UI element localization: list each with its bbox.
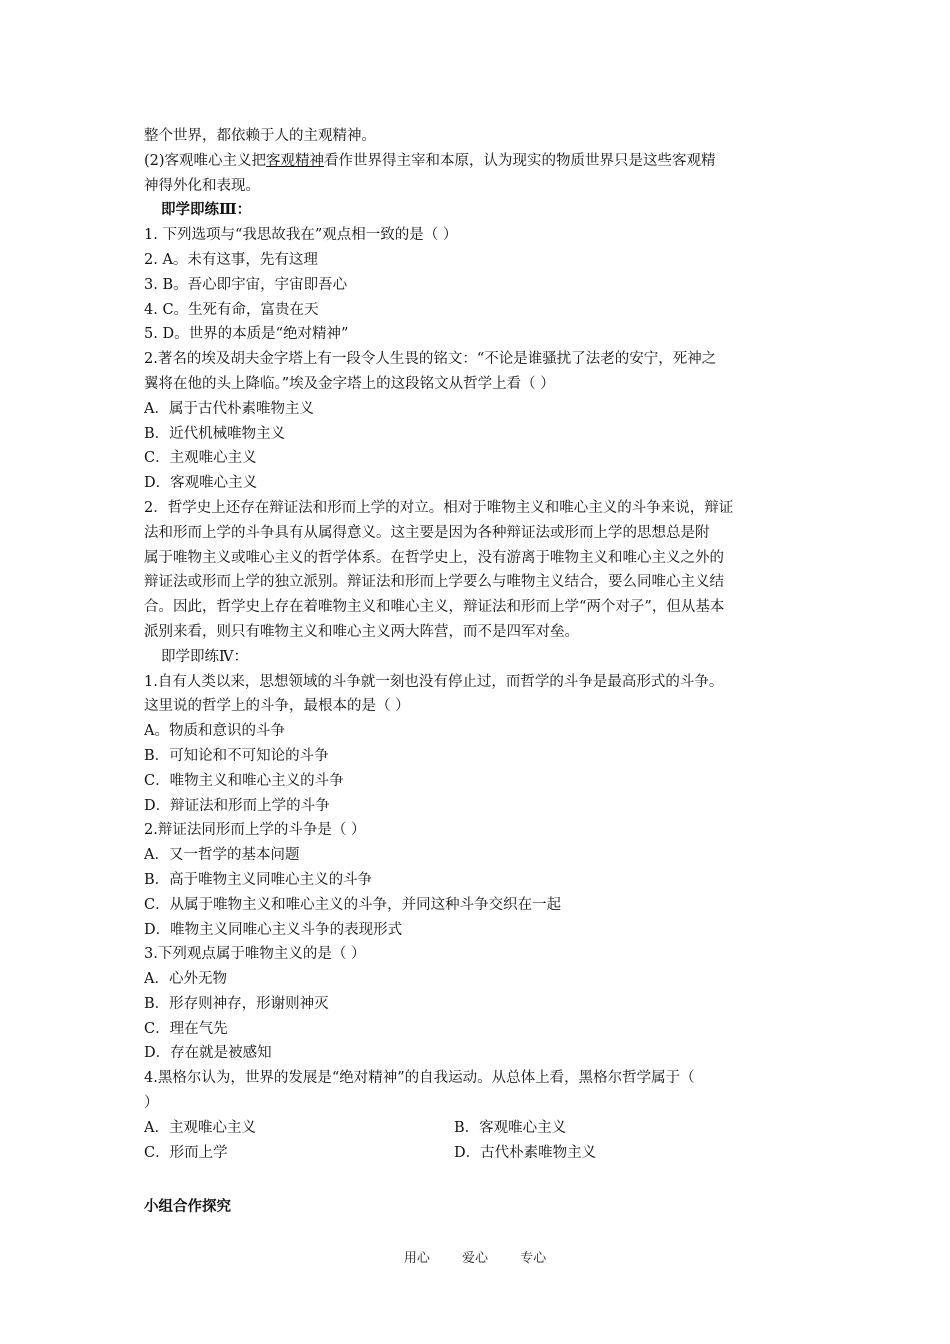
p4-q2-stem: 2.辩证法同形而上学的斗争是（ ） [144, 822, 366, 839]
paragraph-line: 合。因此，哲学史上存在着唯物主义和唯心主义，辩证法和形而上学“两个对子”，但从基本 [144, 599, 725, 616]
p3-q2-stem: 2.著名的埃及胡夫金字塔上有一段令人生畏的铭文：“不论是谁骚扰了法老的安宁，死神之 [144, 351, 717, 368]
p4-q3-option: A．心外无物 [144, 971, 227, 988]
p4-q2-option: D．唯物主义同唯心主义斗争的表现形式 [144, 921, 403, 938]
p3-q1-option: 4. C。生死有命，富贵在天 [144, 301, 319, 318]
p3-q2-option: A．属于古代朴素唯物主义 [144, 400, 314, 417]
p4-q4-stem: 4.黑格尔认为，世界的发展是“绝对精神”的自我运动。从总体上看，黑格尔哲学属于（ [144, 1070, 695, 1087]
p3-q2-option: C．主观唯心主义 [144, 450, 257, 467]
practice-3-heading: 即学即练Ⅲ： [161, 201, 252, 219]
p4-q4-options-row-2 [144, 1141, 812, 1166]
p4-q1-stem: 1.自有人类以来，思想领域的斗争就一刻也没有停止过，而哲学的斗争是最高形式的斗争。 [144, 673, 724, 690]
p4-q3-stem: 3.下列观点属于唯物主义的是（ ） [144, 946, 366, 963]
p3-q2-option: B．近代机械唯物主义 [144, 425, 286, 442]
intro-line-2 [144, 149, 812, 174]
p4-q2-option: C．从属于唯物主义和唯心主义的斗争，并同这种斗争交织在一起 [144, 896, 562, 913]
p4-q1-option: C．唯物主义和唯心主义的斗争 [144, 772, 344, 789]
page-footer [0, 1247, 950, 1266]
p3-q2-option: D．客观唯心主义 [144, 475, 258, 492]
intro-line-3: 神得外化和表现。 [144, 177, 260, 194]
p3-q1-option: 2. A。未有这事，先有这理 [144, 251, 318, 268]
intro-line-2-pre: (2)客观唯心主义把 [144, 152, 267, 169]
footer-word-1: 用心 [403, 1251, 430, 1266]
p4-q4-option-d: D．古代朴素唯物主义 [454, 1144, 597, 1161]
p3-q2-stem: 翼将在他的头上降临。”埃及金字塔上的这段铭文从哲学上看（ ） [144, 375, 555, 392]
intro-line-1: 整个世界，都依赖于人的主观精神。 [144, 128, 376, 144]
footer-word-2: 爱心 [461, 1251, 488, 1266]
p4-q4-option-b: B．客观唯心主义 [454, 1119, 567, 1136]
paragraph-line: 2．哲学史上还存在辩证法和形而上学的对立。相对于唯物主义和唯心主义的斗争来说，辩证 [144, 499, 734, 516]
p4-q3-option: B．形存则神存，形谢则神灭 [144, 995, 329, 1012]
paragraph-line: 属于唯物主义或唯心主义的哲学体系。在哲学史上，没有游离于唯物主义和唯心主义之外的 [144, 549, 724, 566]
footer-word-3: 专心 [520, 1251, 547, 1266]
p3-q1-option: 5. D。世界的本质是“绝对精神” [144, 326, 349, 343]
p4-q4-option-c: C．形而上学 [144, 1144, 228, 1161]
paragraph-line: 派别来看，则只有唯物主义和唯心主义两大阵营，而不是四军对垒。 [144, 623, 579, 640]
p4-q1-option: A。物质和意识的斗争 [144, 723, 285, 740]
practice-4-heading: 即学即练Ⅳ： [161, 648, 248, 665]
section-title: 小组合作探究 [144, 1198, 231, 1215]
p3-q1-line: 1. 下列选项与“我思故我在”观点相一致的是（ ） [144, 227, 458, 244]
p4-q4-stem-cont: ） [144, 1095, 159, 1112]
paragraph-line: 辩证法或形而上学的独立派别。辩证法和形而上学要么与唯物主义结合，要么同唯心主义结 [144, 574, 724, 591]
p4-q4-option-a: A．主观唯心主义 [144, 1119, 256, 1136]
p4-q3-option: C．理在气先 [144, 1020, 228, 1037]
document-body [144, 124, 812, 1165]
intro-underlined-term: 客观精神 [266, 152, 325, 169]
p4-q3-option: D．存在就是被感知 [144, 1045, 272, 1062]
intro-line-2-post: 看作世界得主宰和本原，认为现实的物质世界只是这些客观精 [324, 152, 716, 169]
p4-q1-option: B．可知论和不可知论的斗争 [144, 747, 329, 764]
paragraph-line: 法和形而上学的斗争具有从属得意义。这主要是因为各种辩证法或形而上学的思想总是附 [144, 524, 710, 541]
p4-q4-options-row-1 [144, 1116, 812, 1141]
p4-q2-option: B．高于唯物主义同唯心主义的斗争 [144, 871, 373, 888]
p3-q1-option: 3. B。吾心即宇宙，宇宙即吾心 [144, 276, 348, 293]
p4-q2-option: A．又一哲学的基本问题 [144, 847, 300, 864]
p4-q1-option: D．辩证法和形而上学的斗争 [144, 797, 330, 814]
p4-q1-stem: 这里说的哲学上的斗争，最根本的是（ ） [144, 698, 410, 715]
